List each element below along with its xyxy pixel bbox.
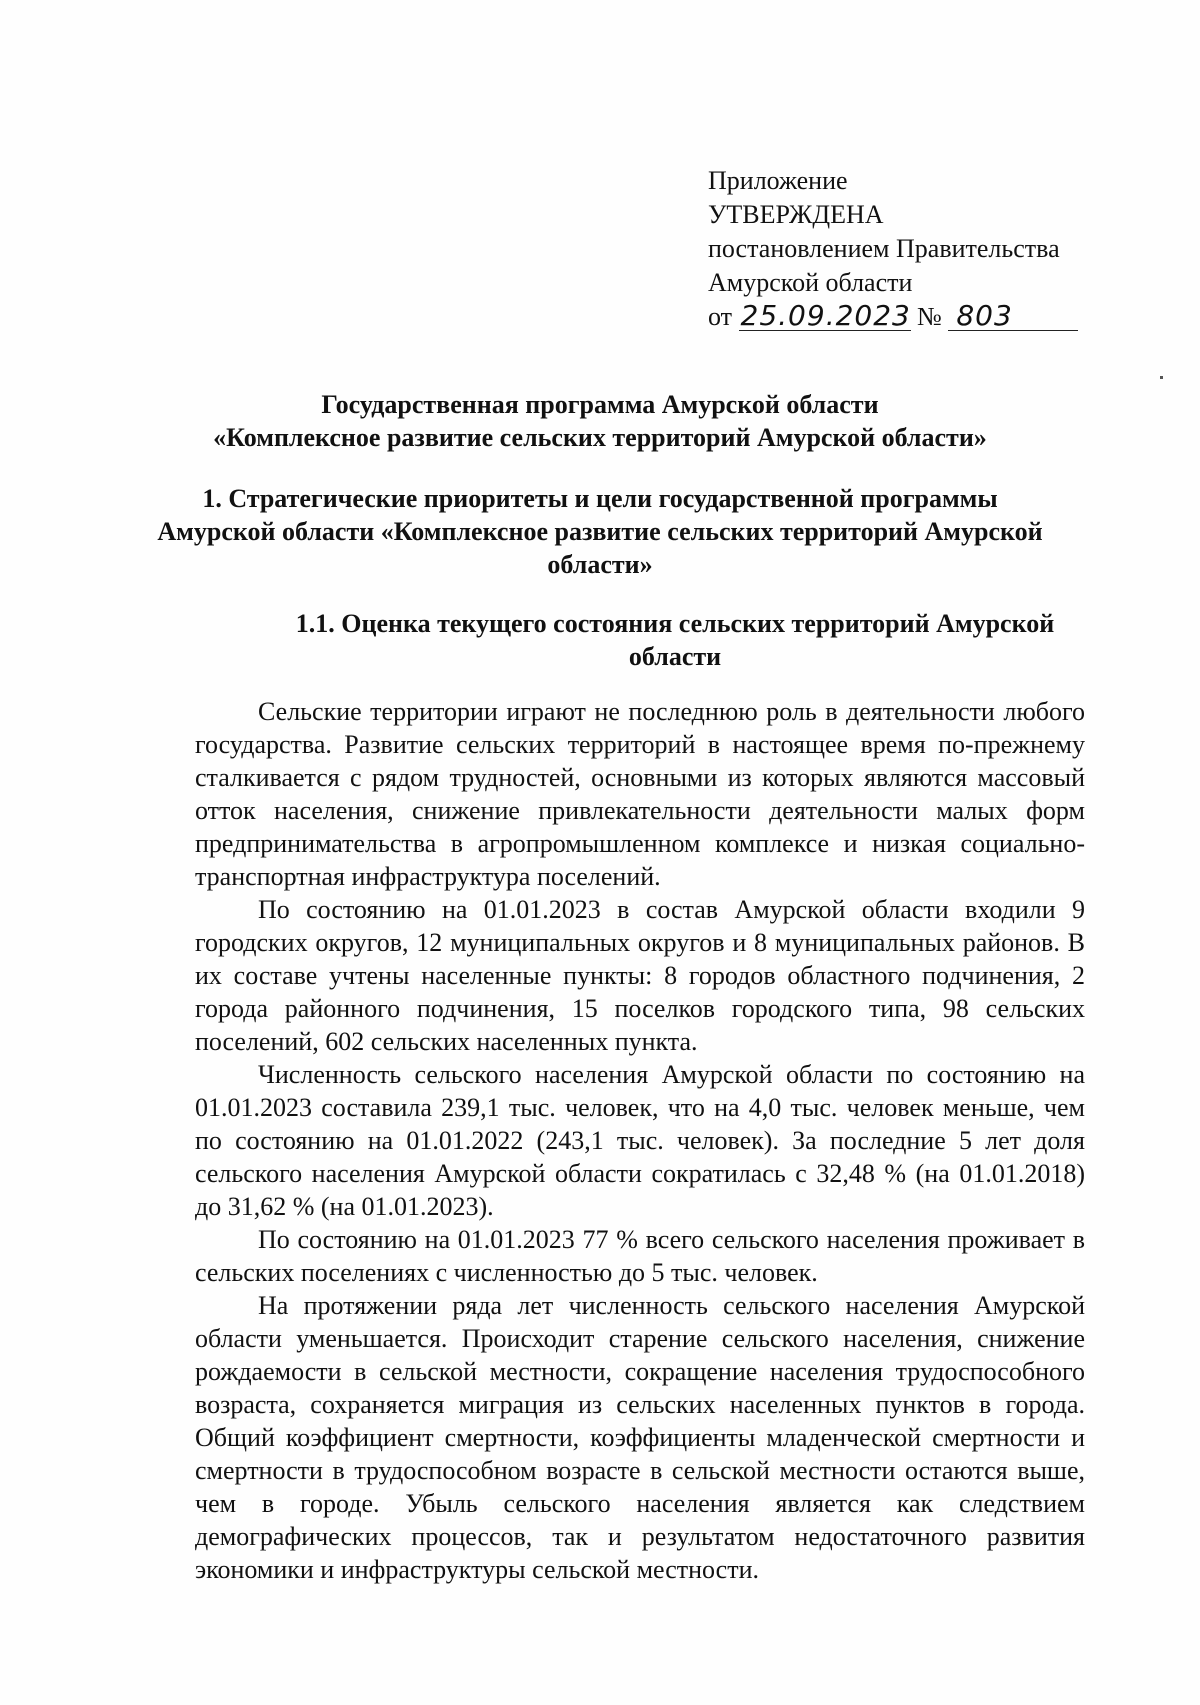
paragraph: На протяжении ряда лет численность сельского населения Амурской области уменьшается. Происходит старение сельского населения, снижение рождаемости в сельской местности, сокращение населения трудоспособного возраста, сохраняется миграция из сельских населенных пунктов в города. Общий коэффициент смертности, коэффициенты младенческой смертности и смертности в трудоспособном возрасте в сельской местности остаются выше, чем в городе. Убыль сельского населения является как следствием демографических процессов, так и результатом недостаточного развития экономики и инфраструктуры сельской местности. [195,1291,1085,1584]
paragraph: Численность сельского населения Амурской области по состоянию на 01.01.2023 составила 239,1 тыс. человек, что на 4,0 тыс. человек меньше, чем по состоянию на 01.01.2022 (243,1 тыс. человек). За последние 5 лет доля сельского населения Амурской области сократилась с 32,48 % (на 01.01.2018) до 31,62 % (на 01.01.2023). [195,1060,1085,1221]
body-text [195,695,1085,1586]
paragraph: По состоянию на 01.01.2023 в состав Амурской области входили 9 городских округов, 12 муниципальных округов и 8 муниципальных районов. В их составе учтены населенные пункты: 8 городов областного подчинения, 2 города районного подчинения, 15 поселков городского типа, 98 сельских поселений, 602 сельских населенных пункта. [195,895,1085,1056]
program-title [150,388,1050,454]
program-title-line-1: Государственная программа Амурской области [321,390,879,419]
approval-line-region: Амурской области [708,268,913,297]
date-prefix: от [708,302,733,331]
scan-speck [1160,376,1163,379]
number-prefix: № [917,302,942,331]
approval-line-resolution: постановлением Правительства [708,234,1060,263]
handwritten-date: 25.09.2023 [740,299,911,332]
paragraph: По состоянию на 01.01.2023 77 % всего сельского населения проживает в сельских поселениях с численностью до 5 тыс. человек. [195,1225,1085,1287]
approval-date-line [708,300,1128,334]
approval-line-appendix: Приложение [708,166,848,195]
program-title-line-2: «Комплексное развитие сельских территорий Амурской области» [213,423,987,452]
handwritten-number: 803 [948,302,1078,331]
approval-line-approved: УТВЕРЖДЕНА [708,200,884,229]
approval-block [708,164,1128,334]
subsection-heading: 1.1. Оценка текущего состояния сельских территорий Амурской области [295,609,1055,671]
paragraph: Сельские территории играют не последнюю роль в деятельности любого государства. Развитие сельских территорий в настоящее время по-прежнему сталкивается с рядом трудностей, основными из которых являются массовый отток населения, снижение привлекательности деятельности малых форм предпринимательства в агропромышленном комплексе и низкая социально-транспортная инфраструктура поселений. [195,697,1085,891]
section-heading: 1. Стратегические приоритеты и цели государственной программы Амурской области «Комплексное развитие сельских территорий Амурской области» [157,484,1043,579]
